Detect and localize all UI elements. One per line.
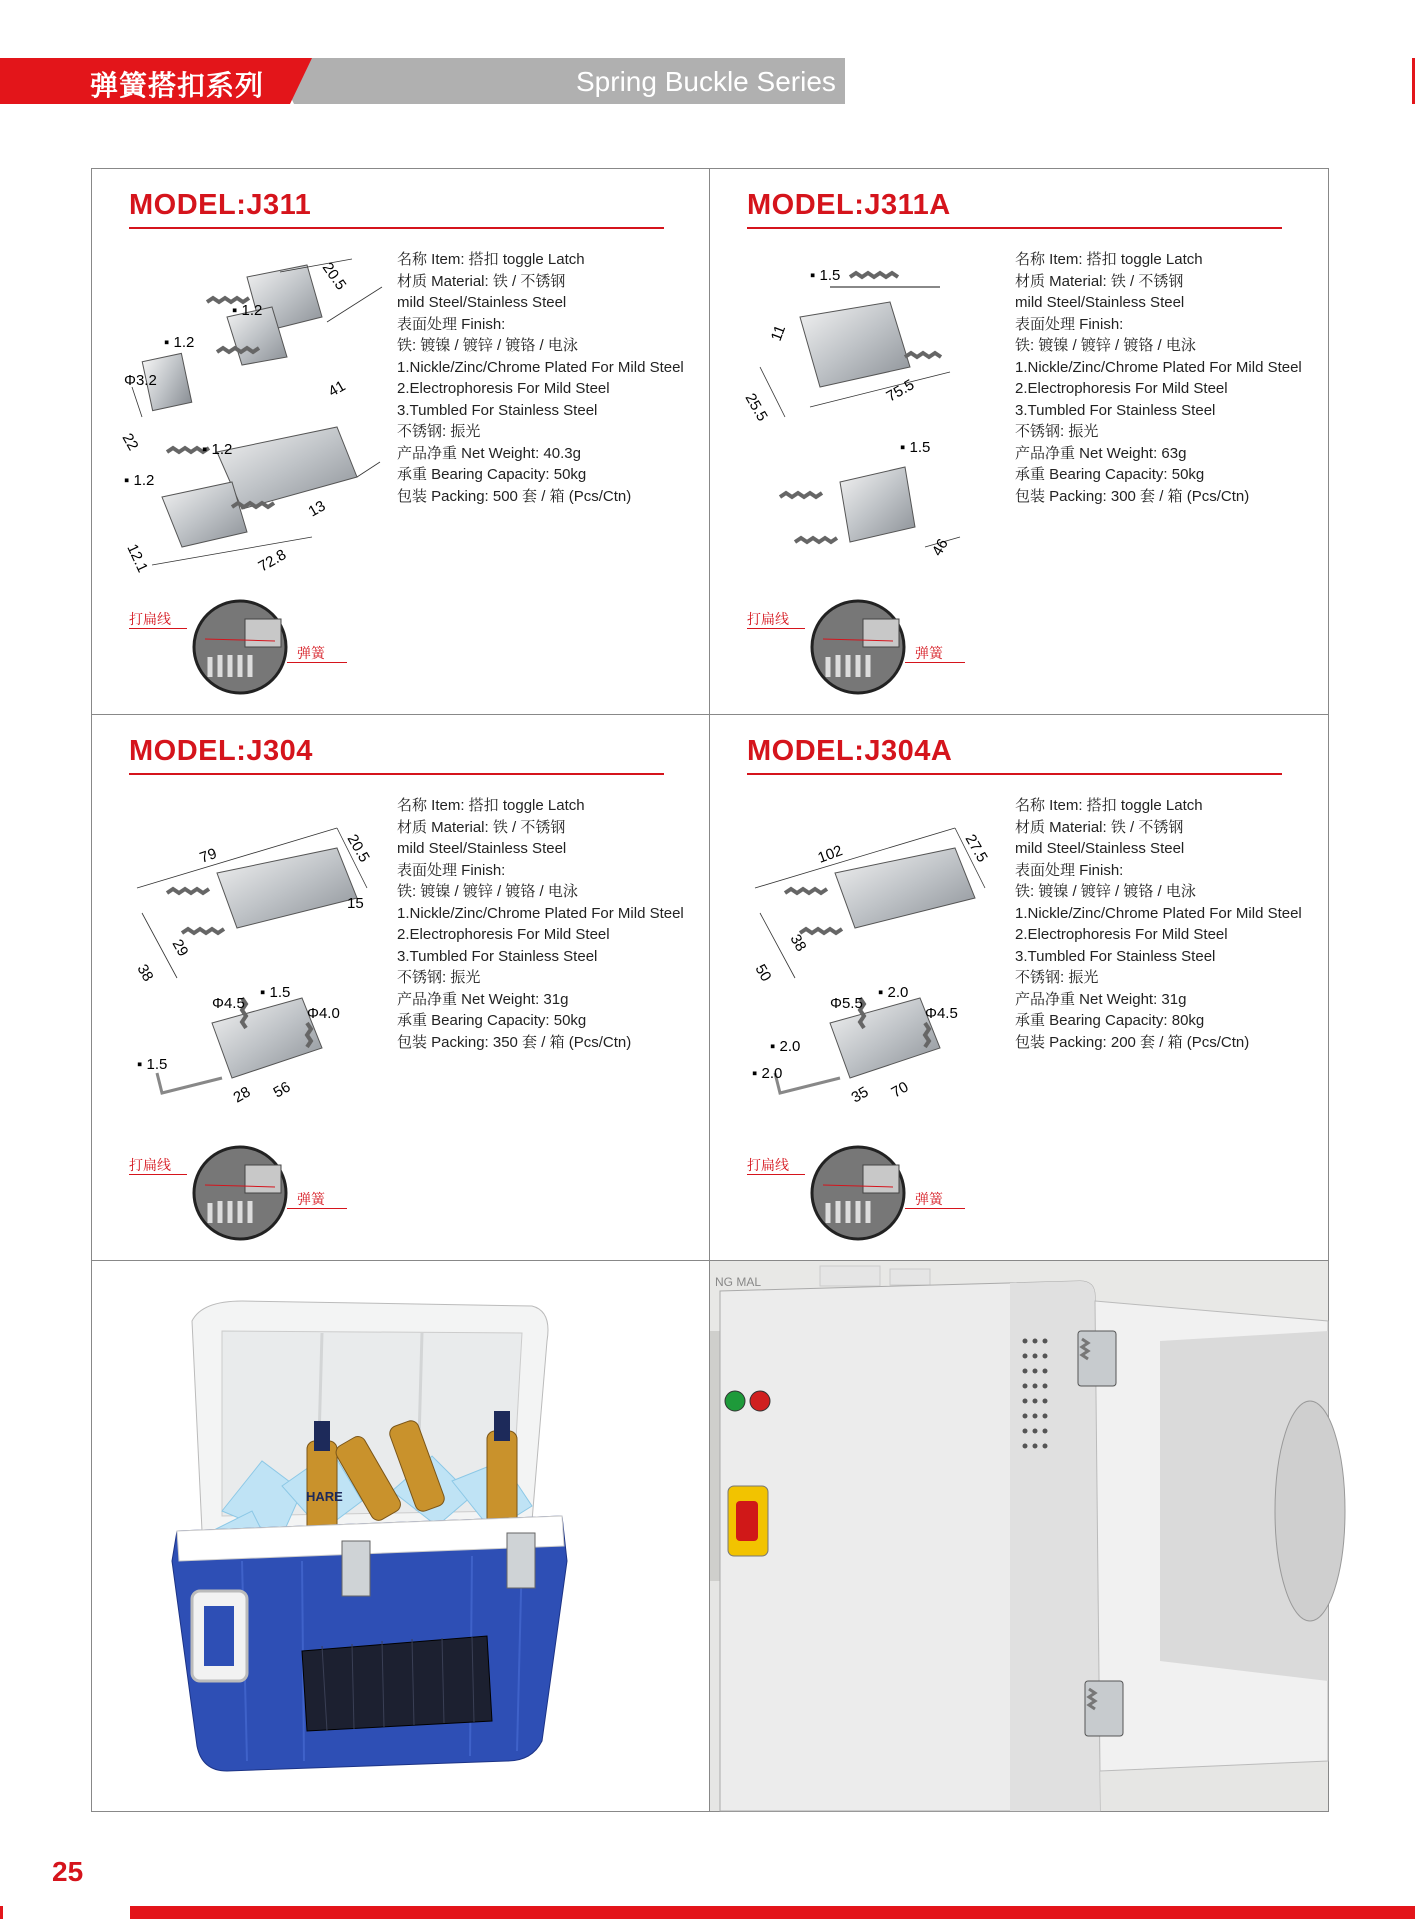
dim-plate: 22	[118, 430, 142, 454]
callout-spring-underline	[287, 1208, 347, 1209]
callout-spring-label: 弹簧	[297, 1192, 325, 1208]
model-underline	[747, 773, 1282, 775]
spec-stainless: 不锈钢: 振光	[1015, 423, 1099, 440]
dim-thickness-2: ▪ 1.5	[137, 1056, 168, 1073]
spec-capacity: 承重 Bearing Capacity: 50kg	[397, 466, 587, 483]
photo-electrical-cabinet	[710, 1261, 1328, 1811]
dim-thickness: ▪ 2.0	[878, 984, 909, 1001]
callout-spring-label: 弹簧	[915, 646, 943, 662]
spec-item: 名称 Item: 搭扣 toggle Latch	[1015, 797, 1203, 814]
callout-line-underline	[747, 1174, 805, 1175]
technical-drawing	[122, 793, 382, 1123]
latch-side-view	[162, 427, 357, 547]
callout-spring-underline	[287, 662, 347, 663]
footer-bar	[130, 1906, 1415, 1919]
spec-list	[1015, 249, 1325, 507]
dim-hole: Φ4.5	[212, 995, 245, 1012]
photo-cooler-box	[92, 1261, 710, 1811]
spec-finish-3: 3.Tumbled For Stainless Steel	[397, 401, 598, 419]
dim-thickness-4: ▪ 1.2	[124, 472, 155, 489]
spec-finish-1: 1.Nickle/Zinc/Chrome Plated For Mild Steel	[1015, 904, 1302, 922]
dim-hook: 15	[347, 895, 364, 912]
spring-detail-magnifier	[803, 597, 913, 697]
callout-spring-label: 弹簧	[297, 646, 325, 662]
callout-spring-underline	[905, 1208, 965, 1209]
spring-detail-magnifier	[185, 597, 295, 697]
spec-finish-3: 3.Tumbled For Stainless Steel	[1015, 947, 1216, 965]
spec-finish: 表面处理 Finish:	[397, 315, 506, 333]
spec-item: 名称 Item: 搭扣 toggle Latch	[1015, 251, 1203, 268]
model-underline	[747, 227, 1282, 229]
dim-total: 72.8	[255, 546, 290, 576]
spec-finish-1: 1.Nickle/Zinc/Chrome Plated For Mild Steel	[397, 358, 684, 376]
spec-material-en: mild Steel/Stainless Steel	[1015, 840, 1185, 857]
spec-material: 材质 Material: 铁 / 不锈钢	[1015, 272, 1184, 290]
spec-stainless: 不锈钢: 振光	[1015, 969, 1099, 986]
product-card-j304	[92, 715, 710, 1261]
dim-thickness-3: ▪ 2.0	[752, 1065, 783, 1082]
product-card-j304a	[710, 715, 1328, 1261]
callout-line-label: 打扁线	[747, 612, 789, 628]
dim-thickness-2: ▪ 2.0	[770, 1038, 801, 1055]
spec-material-en: mild Steel/Stainless Steel	[397, 840, 567, 857]
header-title-en: Spring Buckle Series	[576, 66, 836, 97]
model-underline	[129, 773, 664, 775]
cooler-illustration	[92, 1261, 710, 1811]
dim-hole-2: Φ4.0	[307, 1005, 340, 1022]
product-card-j311a	[710, 169, 1328, 715]
series-header	[0, 58, 845, 104]
spec-finish-2: 2.Electrophoresis For Mild Steel	[397, 380, 610, 397]
header-title-zh: 弹簧搭扣系列	[90, 69, 265, 102]
spec-material-en: mild Steel/Stainless Steel	[397, 294, 567, 311]
technical-drawing	[740, 247, 1000, 577]
page-number: 25	[52, 1856, 84, 1887]
dim-width: 11	[767, 322, 790, 344]
dim-hole-2: Φ4.5	[925, 1005, 958, 1022]
model-title: MODEL:J304A	[747, 735, 953, 767]
spec-capacity: 承重 Bearing Capacity: 50kg	[397, 1012, 587, 1029]
dim-hole: Φ3.2	[124, 372, 157, 389]
callout-line-underline	[747, 628, 805, 629]
dim-plate: 25.5	[741, 390, 771, 425]
dim-length: 102	[815, 842, 845, 867]
spec-material-en: mild Steel/Stainless Steel	[1015, 294, 1185, 311]
header-red-band	[0, 58, 290, 104]
model-underline	[129, 227, 664, 229]
spec-weight: 产品净重 Net Weight: 31g	[397, 990, 569, 1008]
dim-spring: 29	[168, 936, 192, 960]
footer-left-mark	[0, 1906, 3, 1919]
callout-spring-underline	[905, 662, 965, 663]
dim-length: 79	[197, 845, 220, 867]
latch-side-view	[780, 467, 915, 542]
header-gray-band	[272, 58, 845, 104]
spec-weight: 产品净重 Net Weight: 63g	[1015, 444, 1187, 462]
spec-finish-2: 2.Electrophoresis For Mild Steel	[1015, 926, 1228, 943]
callout-line-label: 打扁线	[129, 1158, 171, 1174]
latch-side-view	[157, 998, 322, 1093]
dim-thickness-2: ▪ 1.2	[164, 334, 195, 351]
spec-finish-2: 2.Electrophoresis For Mild Steel	[397, 926, 610, 943]
callout-line-label: 打扁线	[747, 1158, 789, 1174]
dim-base: 28	[230, 1083, 254, 1107]
dim-hole: Φ5.5	[830, 995, 863, 1012]
spec-finish-3: 3.Tumbled For Stainless Steel	[1015, 401, 1216, 419]
spec-iron: 铁: 镀镍 / 镀锌 / 镀铬 / 电泳	[397, 337, 578, 354]
spec-material: 材质 Material: 铁 / 不锈钢	[397, 272, 566, 290]
cabinet-illustration	[710, 1261, 1328, 1811]
dim-thickness-2: ▪ 1.5	[900, 439, 931, 456]
dim-side: 50	[751, 961, 775, 985]
dim-height: 13	[305, 497, 329, 521]
latch-top-view	[785, 848, 975, 933]
dim-length: 41	[325, 377, 349, 401]
spec-item: 名称 Item: 搭扣 toggle Latch	[397, 251, 585, 268]
spec-iron: 铁: 镀镍 / 镀锌 / 镀铬 / 电泳	[1015, 337, 1196, 354]
dim-thickness: ▪ 1.5	[810, 267, 841, 284]
technical-drawing	[118, 247, 382, 577]
dim-thickness: ▪ 1.5	[260, 984, 291, 1001]
spec-list	[1015, 795, 1325, 1053]
spring-detail-magnifier	[185, 1143, 295, 1243]
cabinet-latch-top	[1078, 1331, 1116, 1386]
spec-finish: 表面处理 Finish:	[1015, 861, 1124, 879]
product-card-j311	[92, 169, 710, 715]
spec-finish-1: 1.Nickle/Zinc/Chrome Plated For Mild Steel	[397, 904, 684, 922]
product-grid	[91, 168, 1329, 1812]
callout-line-label: 打扁线	[129, 612, 171, 628]
spec-finish-1: 1.Nickle/Zinc/Chrome Plated For Mild Steel	[1015, 358, 1302, 376]
spec-finish-2: 2.Electrophoresis For Mild Steel	[1015, 380, 1228, 397]
dim-width: 20.5	[343, 831, 373, 866]
dim-thickness-3: ▪ 1.2	[202, 441, 233, 458]
spec-packing: 包装 Packing: 500 套 / 箱 (Pcs/Ctn)	[397, 487, 632, 505]
dim-thickness: ▪ 1.2	[232, 302, 263, 319]
spec-packing: 包装 Packing: 200 套 / 箱 (Pcs/Ctn)	[1015, 1033, 1250, 1051]
latch-top-view	[800, 273, 941, 387]
callout-line-underline	[129, 628, 187, 629]
spec-item: 名称 Item: 搭扣 toggle Latch	[397, 797, 585, 814]
spec-capacity: 承重 Bearing Capacity: 80kg	[1015, 1012, 1205, 1029]
spec-material: 材质 Material: 铁 / 不锈钢	[397, 818, 566, 836]
dim-height: 46	[928, 536, 952, 559]
model-title: MODEL:J311	[129, 189, 312, 221]
spec-iron: 铁: 镀镍 / 镀锌 / 镀铬 / 电泳	[1015, 883, 1196, 900]
dim-width: 20.5	[318, 259, 350, 294]
spec-finish-3: 3.Tumbled For Stainless Steel	[397, 947, 598, 965]
dim-base: 35	[848, 1083, 872, 1107]
spec-stainless: 不锈钢: 振光	[397, 423, 481, 440]
spec-packing: 包装 Packing: 350 套 / 箱 (Pcs/Ctn)	[397, 1033, 632, 1051]
technical-drawing	[740, 793, 1000, 1123]
dim-length: 75.5	[883, 376, 918, 406]
callout-line-underline	[129, 1174, 187, 1175]
dim-total: 56	[270, 1078, 294, 1102]
spec-weight: 产品净重 Net Weight: 31g	[1015, 990, 1187, 1008]
spec-iron: 铁: 镀镍 / 镀锌 / 镀铬 / 电泳	[397, 883, 578, 900]
model-title: MODEL:J304	[129, 735, 313, 767]
spec-weight: 产品净重 Net Weight: 40.3g	[397, 444, 581, 462]
spring-detail-magnifier	[803, 1143, 913, 1243]
spec-packing: 包装 Packing: 300 套 / 箱 (Pcs/Ctn)	[1015, 487, 1250, 505]
dim-spring: 38	[786, 931, 810, 955]
dim-side: 38	[133, 961, 157, 985]
spec-material: 材质 Material: 铁 / 不锈钢	[1015, 818, 1184, 836]
dim-total: 70	[888, 1078, 912, 1102]
spec-finish: 表面处理 Finish:	[1015, 315, 1124, 333]
cabinet-latch-bottom	[1085, 1681, 1123, 1736]
latch-top-view	[167, 848, 357, 933]
callout-spring-label: 弹簧	[915, 1192, 943, 1208]
dim-width: 27.5	[961, 831, 991, 866]
bottle-brand: HARE	[306, 1489, 343, 1504]
dim-base: 12.1	[123, 541, 152, 576]
spec-list	[397, 795, 707, 1053]
model-title: MODEL:J311A	[747, 189, 951, 221]
spec-capacity: 承重 Bearing Capacity: 50kg	[1015, 466, 1205, 483]
spec-finish: 表面处理 Finish:	[397, 861, 506, 879]
spec-list	[397, 249, 707, 507]
background-sign: NG MAL	[715, 1275, 762, 1289]
spec-stainless: 不锈钢: 振光	[397, 969, 481, 986]
